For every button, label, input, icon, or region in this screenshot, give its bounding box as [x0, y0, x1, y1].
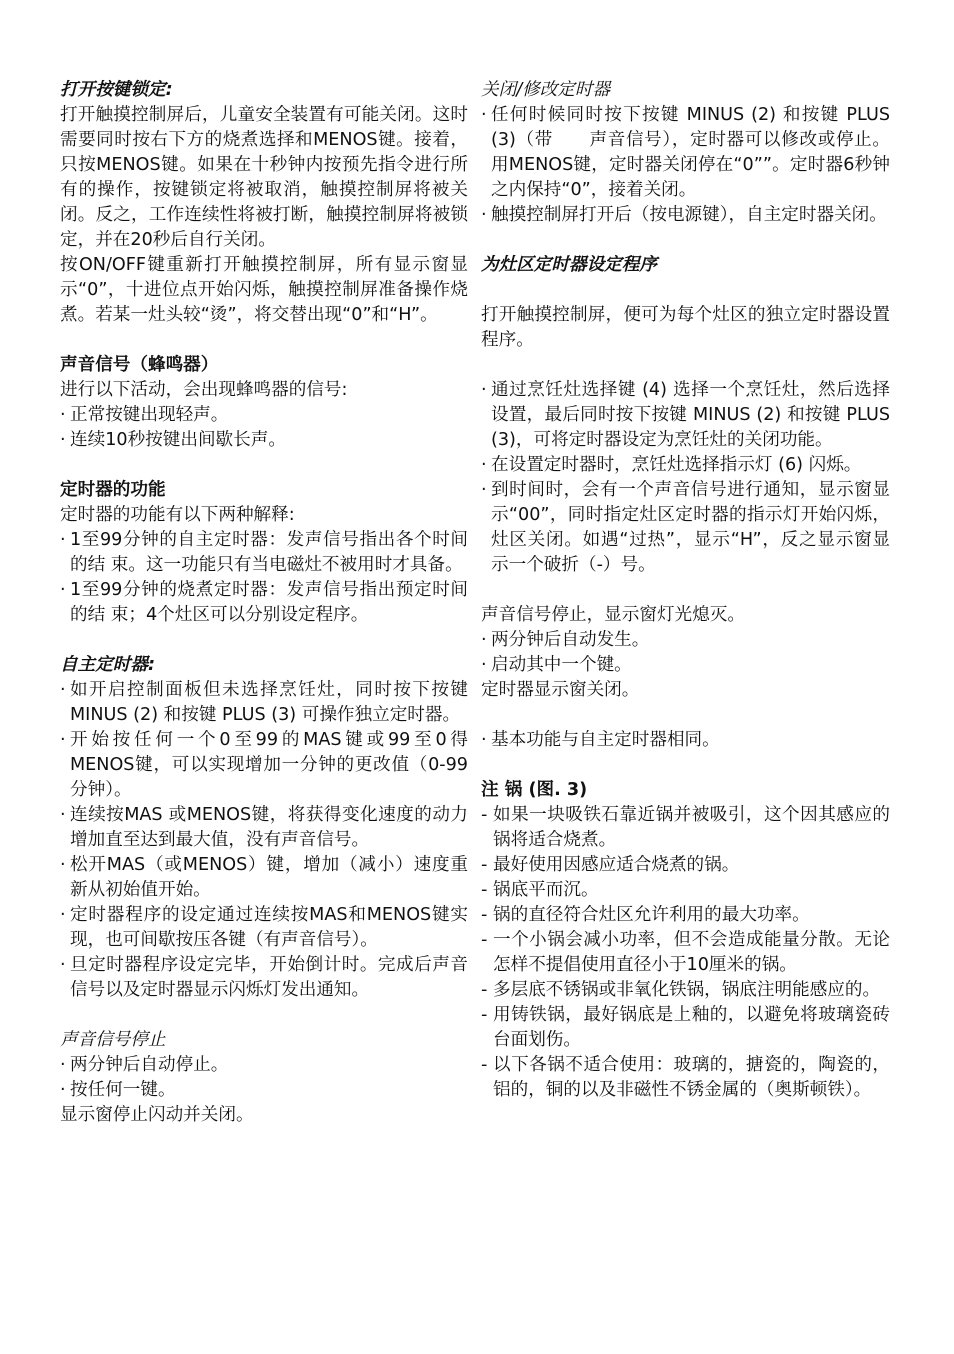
- list-item: · 连续10秒按键出间歇长声。: [60, 430, 286, 450]
- pot-title: 注 锅 (图. 3): [481, 780, 588, 800]
- list-item: · 如开启控制面板但未选择烹饪灶，同时按下按键 MINUS (2) 和按键 PLUS (3) 可操作独立定时器。: [60, 680, 468, 725]
- list-item: · 正常按键出现轻声。: [60, 405, 229, 425]
- list-item: · 开始按任何一个0至99的MAS键或99至0得MENOS键，可以实现增加一分钟的更改值（0-99分钟）。: [60, 730, 468, 800]
- timer-display-closed: 定时器显示窗关闭。: [481, 680, 640, 700]
- list-item: · 连续按MAS 或MENOS键，将获得变化速度的动力增加直至达到最大值，没有声音信号。: [60, 805, 468, 850]
- signal-stop-title: 声音信号停止: [60, 1030, 166, 1050]
- key-lock-paragraph-1: 打开触摸控制屏后，儿童安全装置有可能关闭。这时需要同时按右下方的烧煮选择和MENOS键。接着，只按MENOS键。如果在十秒钟内按预先指令进行所有的操作，按键锁定将被取消，触摸控制屏将被关闭。反之，工作连续性将被打断，触摸控制屏将被锁定，并在20秒后自行关闭。: [60, 105, 468, 250]
- zone-timer-intro: 打开触摸控制屏，便可为每个灶区的独立定时器设置程序。: [481, 305, 890, 350]
- signal-stop-line: 声音信号停止，显示窗灯光熄灭。: [481, 605, 745, 625]
- buzzer-intro: 进行以下活动，会出现蜂鸣器的信号:: [60, 380, 348, 400]
- list-item: · 两分钟后自动发生。: [481, 630, 650, 650]
- left-column: [60, 78, 468, 1128]
- close-timer-title: 关闭/修改定时器: [481, 80, 611, 100]
- list-item: - 用铸铁锅，最好锅底是上釉的，以避免将玻璃瓷砖台面划伤。: [481, 1005, 890, 1050]
- list-item: · 按任何一键。: [60, 1080, 176, 1100]
- list-item: - 锅的直径符合灶区允许利用的最大功率。: [481, 905, 810, 925]
- list-item: · 通过烹饪灶选择键 (4) 选择一个烹饪灶，然后选择设置，最后同时按下按键 MINUS (2) 和按键 PLUS (3)，可将定时器设定为烹饪灶的关闭功能。: [481, 380, 890, 450]
- list-item: - 如果一块吸铁石靠近锅并被吸引，这个因其感应的锅将适合烧煮。: [481, 805, 890, 850]
- signal-stop-end: 显示窗停止闪动并关闭。: [60, 1105, 254, 1125]
- list-item: · 在设置定时器时，烹饪灶选择指示灯 (6) 闪烁。: [481, 455, 862, 475]
- right-column: [481, 78, 890, 1103]
- list-item: · 1至99分钟的自主定时器：发声信号指出各个时间的结 束。这一功能只有当电磁灶不被用时才具备。: [60, 530, 468, 575]
- key-lock-title: 打开按键锁定:: [60, 80, 173, 100]
- timer-function-title: 定时器的功能: [60, 480, 166, 500]
- list-item: · 松开MAS（或MENOS）键，增加（减小）速度重新从初始值开始。: [60, 855, 468, 900]
- list-item: - 以下各锅不适合使用：玻璃的，搪瓷的，陶瓷的，铝的，铜的以及非磁性不锈金属的（奥斯顿铁）。: [481, 1055, 890, 1100]
- list-item: - 最好使用因感应适合烧煮的锅。: [481, 855, 740, 875]
- list-item: · 触摸控制屏打开后（按电源键），自主定时器关闭。: [481, 205, 887, 225]
- list-item: · 两分钟后自动停止。: [60, 1055, 229, 1075]
- list-item: · 1至99分钟的烧煮定时器：发声信号指出预定时间的结 束；4个灶区可以分别设定程序。: [60, 580, 468, 625]
- list-item: · 启动其中一个键。: [481, 655, 632, 675]
- list-item: - 多层底不锈锅或非氧化铁锅，锅底注明能感应的。: [481, 980, 881, 1000]
- zone-timer-title: 为灶区定时器设定程序: [481, 255, 657, 275]
- list-item: · 旦定时器程序设定完毕，开始倒计时。完成后声音信号以及定时器显示闪烁灯发出通知。: [60, 955, 468, 1000]
- list-item: · 到时间时，会有一个声音信号进行通知，显示窗显示“00”，同时指定灶区定时器的指示灯开始闪烁，灶区关闭。如遇“过热”，显示“H”，反之显示窗显示一个破折（-）号。: [481, 480, 890, 575]
- auto-timer-title: 自主定时器:: [60, 655, 156, 675]
- key-lock-paragraph-2: 按ON/OFF键重新打开触摸控制屏，所有显示窗显示“0”，十进位点开始闪烁，触摸控制屏准备操作烧煮。若某一灶头较“烫”，将交替出现“0”和“H”。: [60, 255, 468, 325]
- list-item: · 基本功能与自主定时器相同。: [481, 730, 720, 750]
- timer-function-intro: 定时器的功能有以下两种解释:: [60, 505, 295, 525]
- buzzer-title: 声音信号（蜂鸣器）: [60, 355, 219, 375]
- list-item: - 一个小锅会减小功率，但不会造成能量分散。无论怎样不提倡使用直径小于10厘米的锅。: [481, 930, 890, 975]
- list-item: - 锅底平而沉。: [481, 880, 599, 900]
- list-item: · 定时器程序的设定通过连续按MAS和MENOS键实现，也可间歇按压各键（有声音信号）。: [60, 905, 468, 950]
- list-item: · 任何时候同时按下按键 MINUS (2) 和按键 PLUS (3)（带 声音信号），定时器可以修改或停止。用MENOS键，定时器关闭停在“0””。定时器6秒钟之内保持“0”，接着关闭。: [481, 105, 890, 200]
